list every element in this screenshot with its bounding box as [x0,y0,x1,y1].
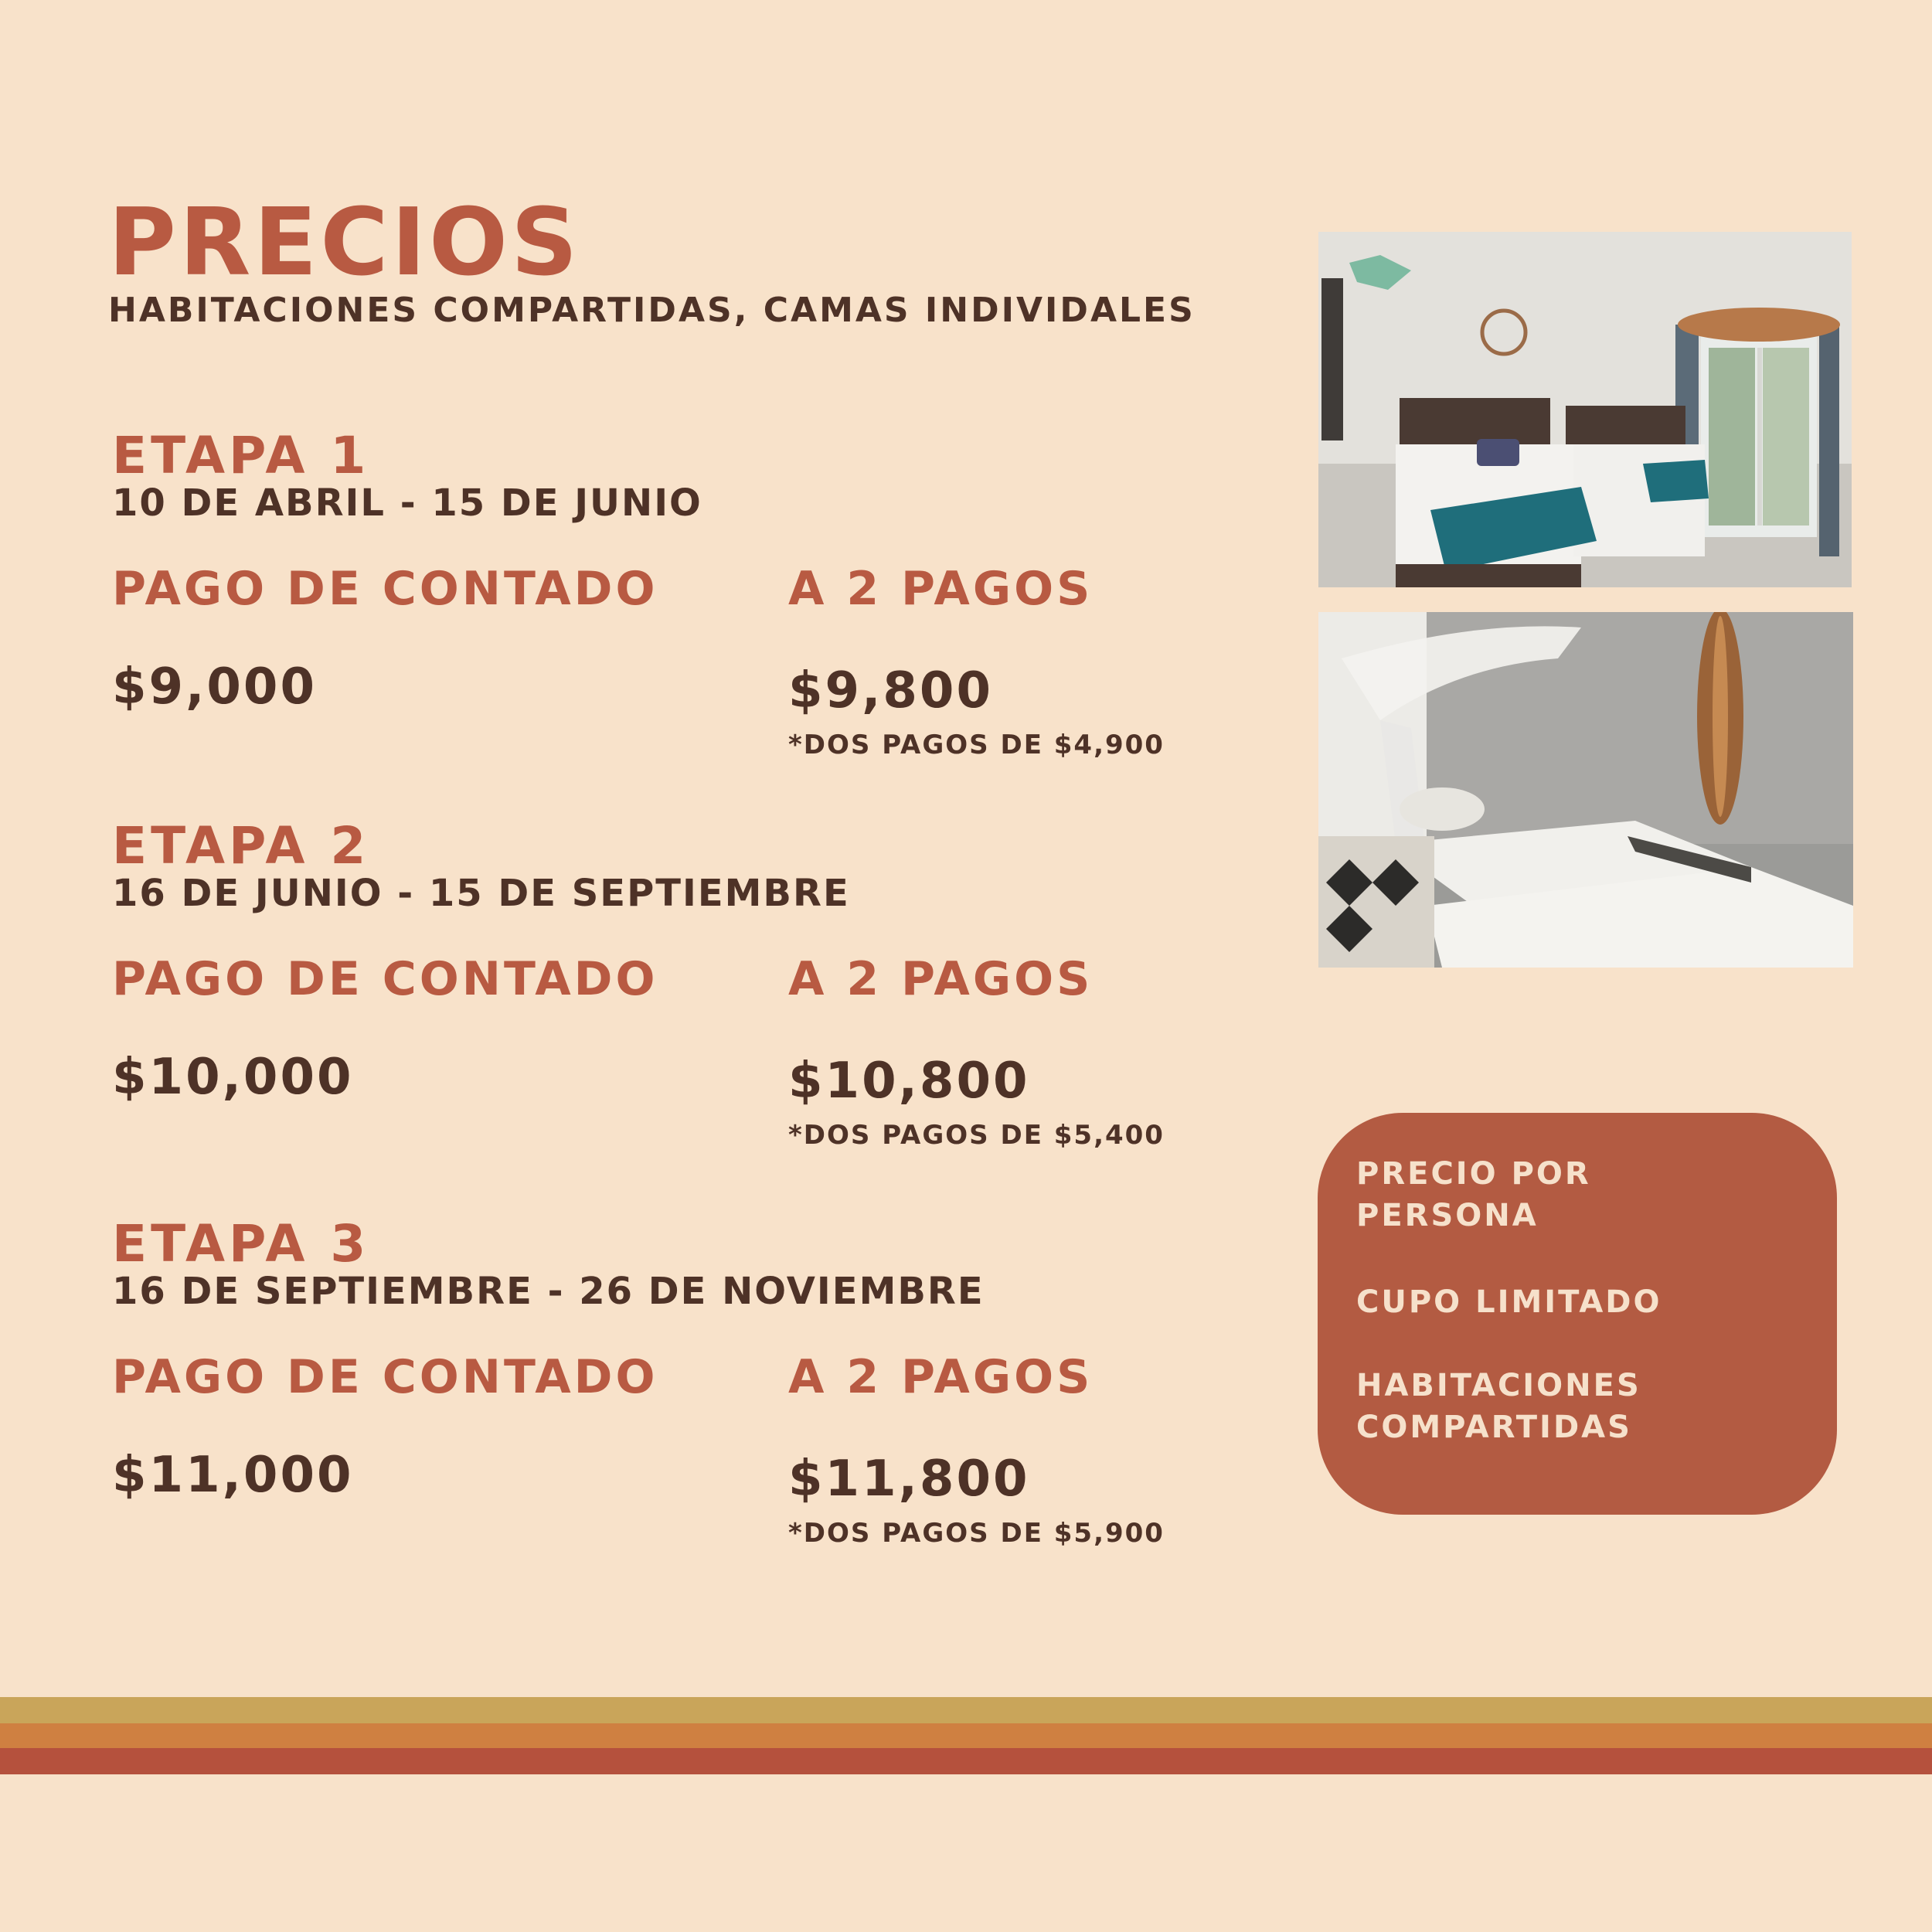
decorative-stripe-gold [0,1697,1932,1723]
stage-1 [112,426,1233,800]
installments-price: $11,800 [788,1451,1030,1508]
page-title: PRECIOS [108,189,581,297]
decorative-stripe-red [0,1748,1932,1774]
installments-price: $10,800 [788,1053,1030,1110]
installments-note: *DOS PAGOS DE $4,900 [788,730,1165,760]
installments-label: A 2 PAGOS [788,1350,1094,1404]
info-price-per-person: PRECIO POR PERSONA [1356,1156,1591,1233]
stage-dates: 16 DE SEPTIEMBRE - 26 DE NOVIEMBRE [112,1270,985,1313]
bedroom-photo-1 [1318,232,1852,587]
page-subtitle: HABITACIONES COMPARTIDAS, CAMAS INDIVIDALES [108,291,1196,330]
cash-payment-label: PAGO DE CONTADO [112,952,658,1006]
installments-label: A 2 PAGOS [788,952,1094,1006]
bedroom-photo-2 [1318,612,1853,968]
installments-note: *DOS PAGOS DE $5,900 [788,1518,1165,1549]
cash-payment-label: PAGO DE CONTADO [112,1350,658,1404]
decorative-stripe-orange [0,1723,1932,1748]
stage-name: ETAPA 1 [112,426,370,485]
stage-3 [112,1214,1233,1588]
info-box [1318,1113,1837,1515]
installments-note: *DOS PAGOS DE $5,400 [788,1120,1165,1151]
cash-price: $10,000 [112,1049,354,1106]
cash-payment-label: PAGO DE CONTADO [112,562,658,616]
stage-2 [112,816,1233,1190]
stage-name: ETAPA 2 [112,816,370,876]
installments-label: A 2 PAGOS [788,562,1094,616]
stage-dates: 16 DE JUNIO - 15 DE SEPTIEMBRE [112,872,850,915]
info-shared-rooms: HABITACIONES COMPARTIDAS [1356,1368,1641,1445]
stage-dates: 10 DE ABRIL - 15 DE JUNIO [112,481,702,525]
stage-name: ETAPA 3 [112,1214,370,1274]
cash-price: $9,000 [112,658,317,716]
cash-price: $11,000 [112,1447,354,1504]
installments-price: $9,800 [788,662,993,719]
info-limited-spots: CUPO LIMITADO [1356,1284,1662,1320]
